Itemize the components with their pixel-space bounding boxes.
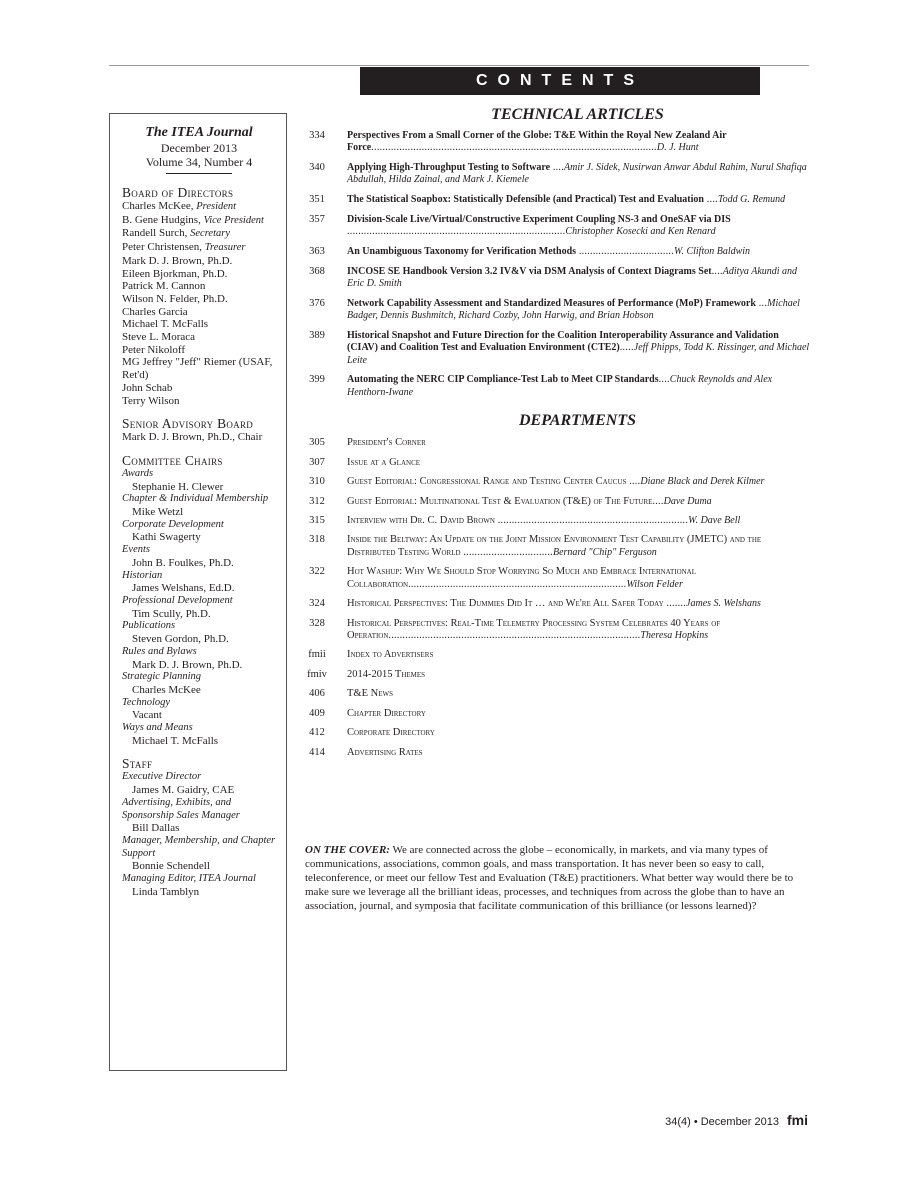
article-entry — [305, 374, 810, 399]
page-number: 322 — [309, 566, 325, 578]
issue-date: December 2013 — [160, 141, 238, 155]
contents-main — [305, 105, 810, 766]
dot-leader: .... — [550, 162, 565, 174]
committee-chair: Michael T. McFalls — [132, 734, 219, 747]
department-entry — [305, 496, 810, 508]
entry-title[interactable]: Historical Perspectives: The Dummies Did It … and We're All Safer Today — [347, 598, 664, 610]
cover-description — [305, 843, 810, 913]
committee-list — [122, 468, 276, 747]
top-rule — [109, 65, 809, 66]
committee-name: Ways and Means — [122, 722, 193, 734]
entry-title[interactable]: Chapter Directory — [347, 707, 426, 719]
article-entry — [305, 194, 810, 206]
staff-name: Bonnie Schendell — [132, 860, 210, 873]
member-role: President — [196, 201, 237, 212]
page-footer — [612, 1112, 808, 1128]
entry-authors: Aditya Akundi and Eric D. Smith — [347, 265, 798, 290]
page-number: 389 — [309, 330, 325, 342]
entry-authors: D. J. Hunt — [656, 142, 699, 154]
staff-list — [122, 771, 276, 898]
entry-title[interactable]: Historical Perspectives: Real-Time Telemetry Processing System Celebrates 40 Years of Operation — [347, 617, 721, 641]
entry-title[interactable]: Guest Editorial: Congressional Range and Testing Center Caucus — [347, 476, 627, 488]
page-number: 328 — [309, 617, 325, 629]
board-member — [122, 200, 276, 214]
board-member — [122, 241, 276, 255]
member-name: Patrick M. Cannon — [122, 280, 206, 293]
page-number: 406 — [309, 688, 325, 700]
staff-role: Manager, Membership, and Chapter Support — [122, 834, 276, 859]
committee-name: Strategic Planning — [122, 671, 202, 683]
committee-name: Rules and Bylaws — [122, 645, 197, 657]
member-name: Steve L. Moraca — [122, 331, 195, 344]
page-number: 315 — [309, 514, 325, 526]
dot-leader: .............................................................................. — [347, 226, 566, 238]
committee-chair: Charles McKee — [132, 683, 201, 696]
committee-chair: James Welshans, Ed.D. — [132, 582, 235, 595]
committee-name: Events — [122, 544, 150, 556]
member-role: Treasurer — [204, 242, 246, 254]
dot-leader: .... — [711, 265, 723, 277]
article-entry — [305, 162, 810, 187]
member-name: Mark D. J. Brown, Ph.D. — [122, 254, 233, 267]
entry-authors: James S. Welshans — [686, 598, 761, 610]
dot-leader: ..... — [619, 342, 634, 354]
staff-name: James M. Gaidry, CAE — [132, 784, 235, 797]
entry-authors: Chuck Reynolds and Alex Henthorn-Iwane — [347, 374, 773, 398]
entry-title[interactable]: Issue at a Glance — [347, 456, 421, 468]
dot-leader: .......................................................................................... — [388, 629, 641, 641]
department-entry — [305, 534, 810, 559]
article-entry — [305, 298, 810, 323]
entry-authors: Theresa Hopkins — [640, 629, 709, 641]
journal-title: The ITEA Journal — [145, 125, 253, 140]
committee-chair: Stephanie H. Clewer — [132, 480, 224, 493]
entry-title[interactable]: Division-Scale Live/Virtual/Constructive Experiment Coupling NS-3 and OneSAF via DIS — [347, 213, 731, 225]
board-member — [122, 356, 276, 381]
board-list — [122, 200, 276, 407]
member-name: Randell Surch, — [122, 227, 188, 240]
page-number: 334 — [309, 130, 325, 141]
entry-title[interactable]: Corporate Directory — [347, 727, 435, 739]
member-name: John Schab — [122, 381, 173, 394]
department-entry — [305, 747, 810, 759]
footer-issue: 34(4) • December 2013 — [665, 1116, 779, 1128]
member-name: Charles Garcia — [122, 305, 188, 318]
entry-title[interactable]: Automating the NERC CIP Compliance-Test Lab to Meet CIP Standards — [347, 374, 659, 386]
board-member — [122, 395, 276, 408]
entry-title[interactable]: Inside the Beltway: An Update on the Joint Mission Environment Test Capability (JMETC) and the Distributed Testing World — [347, 534, 762, 558]
page-number: fmiv — [307, 668, 327, 680]
page-number: 351 — [309, 194, 325, 206]
member-role: Vice President — [203, 214, 264, 226]
staff-role: Advertising, Exhibits, and Sponsorship Sales Manager — [122, 796, 240, 821]
page-number: 368 — [309, 265, 325, 277]
entry-title[interactable]: Applying High-Throughput Testing to Software — [347, 162, 551, 174]
cover-text: We are connected across the globe – economically, in markets, and via many types of communications, associations, common goals, and mass transportation. It has never been so easy to call, teleconference, or meet our fellow Test and Evaluation (T&E) practitioners. What better way would there be to make sure we leverage all the brilliant ideas, processes, and techniques from across the globe than to have an association, journal, and symposia that facilitate communication of this brilliance (or lessons learned)? — [305, 844, 794, 912]
committee-chair: Mike Wetzl — [132, 506, 184, 519]
staff-name: Linda Tamblyn — [132, 885, 200, 898]
department-entry — [305, 688, 810, 700]
entry-title[interactable]: Network Capability Assessment and Standardized Measures of Performance (MoP) Framework — [347, 297, 756, 309]
dot-leader: .................................................................... — [494, 514, 689, 526]
committee-chair: Vacant — [132, 709, 162, 722]
entry-title[interactable]: Hot Washup: Why We Should Stop Worrying So Much and Embrace International Collaboration — [347, 566, 697, 590]
entry-title[interactable]: The Statistical Soapbox: Statistically Defensible (and Practical) Test and Evaluation — [347, 194, 704, 206]
member-name: Terry Wilson — [122, 394, 180, 407]
committee-name: Publications — [122, 620, 176, 632]
page-number: 414 — [309, 746, 325, 758]
masthead-sidebar — [109, 113, 287, 1071]
page-number: 340 — [309, 162, 325, 174]
dot-leader: ................................ — [460, 546, 553, 558]
board-member — [122, 318, 276, 331]
entry-authors: Dave Duma — [663, 495, 712, 507]
departments-heading: DEPARTMENTS — [518, 412, 637, 430]
masthead — [122, 124, 276, 174]
dot-leader: .... — [703, 194, 718, 206]
member-name: Michael T. McFalls — [122, 318, 209, 331]
committee-name: Historian — [122, 569, 163, 581]
entry-authors: Amir J. Sidek, Nusirwan Anwar Abdul Rahim, Nurul Shafiqa Abdullah, Hilda Zainal, and Mark J. Kiemele — [347, 162, 807, 186]
dot-leader: .................................. — [576, 246, 675, 258]
board-member — [122, 293, 276, 306]
member-role: Secretary — [190, 228, 230, 240]
department-entry — [305, 457, 810, 469]
department-entry — [305, 437, 810, 449]
member-name: Charles McKee, — [122, 200, 194, 212]
entry-title[interactable]: T&E News — [347, 688, 393, 700]
member-name: Eileen Bjorkman, Ph.D. — [122, 267, 228, 280]
cover-label: ON THE COVER: — [305, 844, 390, 856]
committee-chair: Tim Scully, Ph.D. — [132, 607, 211, 620]
department-entry — [305, 708, 810, 720]
page-number: 376 — [309, 297, 325, 309]
committee-heading: Committee Chairs — [122, 452, 223, 468]
department-entry — [305, 598, 810, 610]
member-name: Wilson N. Felder, Ph.D. — [122, 292, 228, 305]
dot-leader: .... — [658, 374, 670, 386]
committee-chair: John B. Foulkes, Ph.D. — [132, 556, 234, 569]
dot-leader: .... — [626, 476, 641, 488]
article-entry — [305, 246, 810, 258]
entry-title[interactable]: Historical Snapshot and Future Direction for the Coalition Interoperability Assurance and Validation (CIAV) and Coalition Test and Evaluation Environment (CTE2) — [347, 330, 779, 354]
dot-leader: ....... — [663, 598, 687, 610]
dot-leader: ...................................................................................................... — [371, 142, 657, 154]
dot-leader: ... — [755, 297, 768, 309]
staff-heading: Staff — [122, 756, 153, 772]
entry-title[interactable]: Interview with Dr. C. David Brown — [347, 514, 495, 526]
department-entry — [305, 515, 810, 527]
page-number: 412 — [309, 727, 325, 739]
masthead-rule — [166, 173, 232, 174]
department-entry — [305, 649, 810, 661]
departments-list — [305, 437, 810, 759]
board-member — [122, 382, 276, 395]
article-entry — [305, 266, 810, 291]
staff-name: Bill Dallas — [132, 822, 180, 835]
entry-title[interactable]: 2014-2015 Themes — [347, 668, 426, 680]
committee-chair: Mark D. J. Brown, Ph.D. — [132, 658, 243, 671]
board-member — [122, 344, 276, 357]
article-entry — [305, 330, 810, 367]
entry-authors: Wilson Felder — [626, 578, 683, 590]
page-number: 363 — [309, 246, 325, 258]
department-entry — [305, 727, 810, 739]
article-entry — [305, 130, 810, 155]
committee-name: Chapter & Individual Membership — [122, 493, 269, 505]
volume-number: Volume 34, Number 4 — [145, 155, 253, 169]
committee-chair: Kathi Swagerty — [132, 531, 201, 544]
board-member — [122, 280, 276, 293]
entry-authors: Todd G. Remund — [717, 194, 786, 206]
page-number: 305 — [309, 437, 325, 449]
advisory-chair: Mark D. J. Brown, Ph.D., Chair — [122, 431, 263, 444]
department-entry — [305, 476, 810, 488]
page-number: 310 — [309, 476, 325, 488]
board-member — [122, 255, 276, 268]
entry-title[interactable]: Perspectives From a Small Corner of the Globe: T&E Within the Royal New Zealand Air Force — [347, 130, 727, 154]
technical-articles-heading: TECHNICAL ARTICLES — [491, 106, 664, 123]
member-name: MG Jeffrey "Jeff" Riemer (USAF, Ret'd) — [122, 356, 273, 382]
contents-banner: CONTENTS — [360, 67, 760, 95]
department-entry — [305, 566, 810, 591]
technical-articles-list — [305, 130, 810, 399]
board-heading: Board of Directors — [122, 185, 234, 200]
page-number: fmii — [308, 649, 326, 661]
committee-name: Professional Development — [122, 594, 233, 606]
member-name: Peter Christensen, — [122, 241, 203, 254]
entry-title[interactable]: Advertising Rates — [347, 746, 423, 758]
entry-authors: W. Dave Bell — [688, 514, 741, 526]
committee-chair: Steven Gordon, Ph.D. — [132, 633, 229, 646]
entry-authors: Diane Black and Derek Kilmer — [640, 476, 765, 488]
page-number: 318 — [309, 534, 325, 546]
staff-role: Managing Editor, ITEA Journal — [122, 873, 256, 885]
entry-title[interactable]: Index to Advertisers — [347, 649, 434, 661]
page-number: 324 — [309, 598, 325, 610]
entry-authors: Bernard "Chip" Ferguson — [552, 546, 657, 558]
department-entry — [305, 618, 810, 643]
entry-authors: W. Clifton Baldwin — [674, 246, 751, 258]
fmi-logo: fmi — [787, 1112, 808, 1128]
page-number: 409 — [309, 707, 325, 719]
entry-title[interactable]: Guest Editorial: Multinational Test & Evaluation (T&E) of The Future — [347, 495, 653, 507]
article-entry — [305, 214, 810, 239]
dot-leader: .............................................................................. — [408, 578, 627, 590]
entry-authors: Christopher Kosecki and Ken Renard — [565, 226, 716, 238]
page-number: 399 — [309, 374, 325, 386]
member-name: B. Gene Hudgins, — [122, 213, 201, 226]
committee-name: Corporate Development — [122, 518, 224, 530]
entry-authors: Michael Badger, Dennis Bushmitch, Richard Cozby, John Harwig, and Brian Hobson — [347, 297, 800, 322]
entry-title[interactable]: INCOSE SE Handbook Version 3.2 IV&V via DSM Analysis of Context Diagrams Set — [347, 265, 712, 277]
staff-role: Executive Director — [122, 771, 202, 783]
committee-name: Technology — [122, 696, 171, 708]
page-number: 357 — [309, 213, 325, 225]
dot-leader: .... — [652, 495, 664, 507]
board-member — [122, 268, 276, 281]
page-number: 307 — [309, 456, 325, 468]
entry-authors: Jeff Phipps, Todd K. Rissinger, and Michael Leite — [347, 342, 810, 366]
board-member — [122, 227, 276, 241]
member-name: Peter Nikoloff — [122, 343, 186, 356]
entry-title[interactable]: President's Corner — [347, 437, 426, 449]
committee-name: Awards — [122, 467, 154, 479]
department-entry — [305, 669, 810, 681]
entry-title[interactable]: An Unambiguous Taxonomy for Verification Methods — [347, 246, 577, 258]
board-member — [122, 214, 276, 228]
page-number: 312 — [309, 495, 325, 507]
board-member — [122, 331, 276, 344]
board-member — [122, 306, 276, 319]
advisory-heading: Senior Advisory Board — [122, 416, 254, 432]
